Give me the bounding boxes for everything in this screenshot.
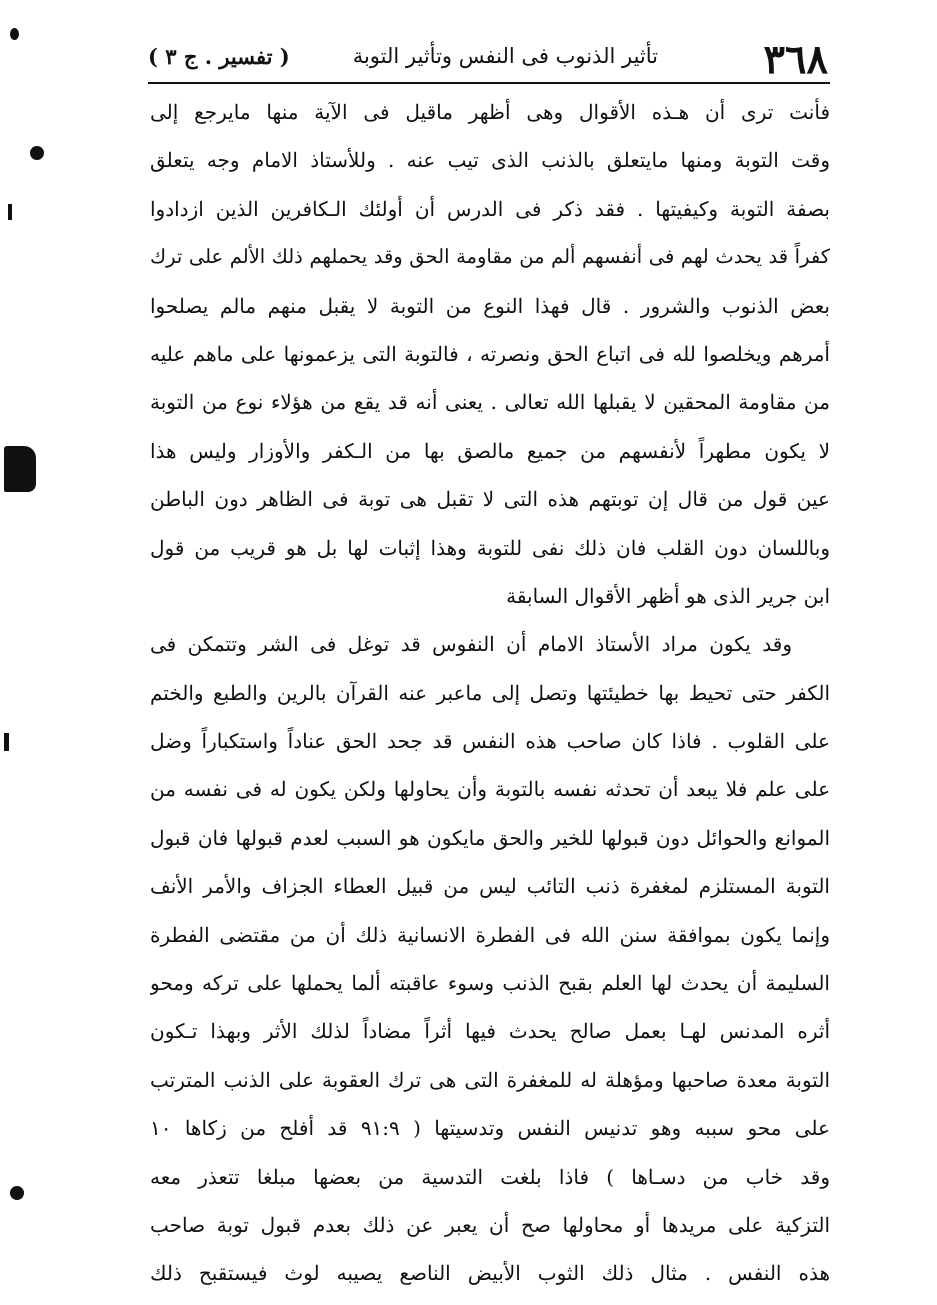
text-line: على علم فلا يبعد أن تحدثه نفسه بالتوبة وأن يحاولها ولكن يكون له فى نفسه من [150,777,830,802]
scan-blot [30,146,44,160]
scan-blot [10,28,19,40]
page-header [148,34,828,83]
text-line: وإنما يكون بموافقة سنن الله فى الفطرة الانسانية ذلك أن من مقتضى الفطرة [150,922,830,947]
scan-blot [10,1186,24,1200]
scan-blot [8,204,12,220]
text-line: وباللسان دون القلب فان ذلك نفى للتوبة وهذا إثبات لها بل هو قريب من قول [150,535,830,560]
text-line: على القلوب . فاذا كان صاحب هذه النفس قد جحد الحق عناداً واستكباراً وضل [150,729,830,754]
text-line: بعض الذنوب والشرور . قال فهذا النوع من التوبة لا يقبل منهم مالم يصلحوا [150,293,830,318]
text-line: وقد خاب من دسـاها ) فاذا بلغت التدسية من بعضها مبلغا تتعذر معه [150,1164,830,1189]
text-line: فأنت ترى أن هـذه الأقوال وهى أظهر ماقيل فى الآية منها مايرجع إلى [150,100,830,124]
text-line: وقت التوبة ومنها مايتعلق بالذنب الذى تيب عنه . وللأستاذ الامام وجه يتعلق [150,148,830,173]
body-text [150,88,830,1298]
page-number: ٣٦٨ [763,36,828,83]
text-line: من مقاومة المحقين لا يقبلها الله تعالى . يعنى أنه قد يقع من هؤلاء نوع من التوبة [150,390,830,415]
running-title: تأثير الذنوب فى النفس وتأثير التوبة [352,44,658,68]
text-line: عين قول من قال إن توبتهم هذه التى لا تقبل هى توبة فى الظاهر دون الباطن [150,487,830,512]
text-line: الموانع والحوائل دون قبولها للخير والحق مايكون هو السبب لعدم قبولها فان قبول [150,825,830,850]
header-rule [148,82,830,84]
text-line: السليمة أن يحدث لها العلم بقبح الذنب وسوء عاقبته ألما يحملها على تركه ومحو [150,971,830,996]
text-line: كفراً قد يحدث لهم فى أنفسهم ألم من مقاومة الحق وقد يحملهم ذلك الألم على ترك [150,245,830,269]
text-line: لا يكون مطهراً لأنفسهم من جميع مالصق بها من الـكفر والأوزار وليس هذا [150,438,830,463]
section-label: ( تفسير . ج ٣ ) [148,44,290,69]
text-line: التزكية على مريدها أو محاولها صح أن يعبر عن ذلك بعدم قبول توبة صاحب [150,1212,830,1237]
text-line: أثره المدنس لهـا بعمل صالح يحدث فيها أثراً مضاداً لذلك الأثر وبهذا تـكون [150,1019,830,1044]
text-line: التوبة معدة صاحبها ومؤهلة له للمغفرة التى هى ترك العقوبة على الذنب المترتب [150,1067,830,1092]
scan-blot [4,733,9,751]
text-line: بصفة التوبة وكيفيتها . فقد ذكر فى الدرس أن أولئك الـكافرين الذين ازدادوا [150,196,830,221]
text-line: على محو سببه وهو تدنيس النفس وتدسيتها ( ٩١:٩ قد أفلح من زكاها ١٠ [150,1116,830,1141]
text-line: هذه النفس . مثال ذلك الثوب الأبيض الناصع يصيبه لوث فيستقبح ذلك [150,1261,830,1286]
text-line: التوبة المستلزم لمغفرة ذنب التائب ليس من قبيل العطاء الجزاف والأمر الأنف [150,874,830,899]
scan-blot [4,446,36,492]
text-line: أمرهم ويخلصوا لله فى اتباع الحق ونصرته ، فالتوبة التى يزعمونها على ماهم عليه [150,341,830,366]
paragraph-start-line: وقد يكون مراد الأستاذ الامام أن النفوس قد توغل فى الشر وتتمكن فى [150,632,792,657]
paragraph-end-line: ابن جرير الذى هو أظهر الأقوال السابقة [506,583,830,608]
text-line: الكفر حتى تحيط بها خطيئتها وتصل إلى ماعبر عنه القرآن بالرين والطبع والختم [150,680,830,705]
